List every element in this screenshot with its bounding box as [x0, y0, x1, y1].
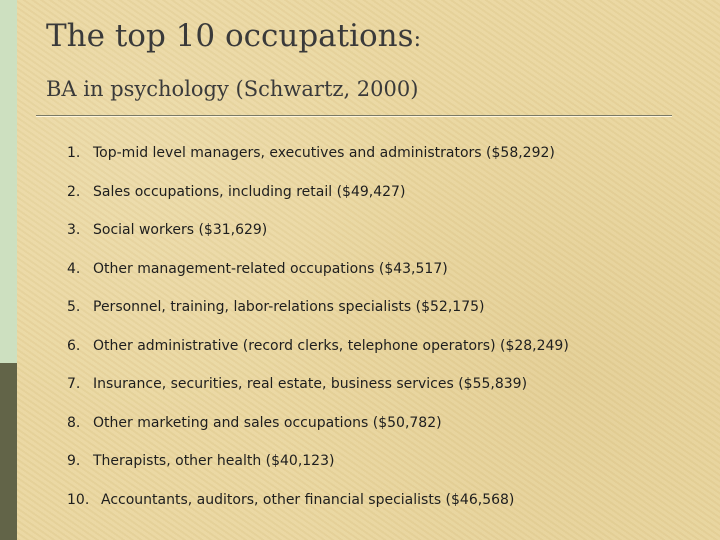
list-item-text: Sales occupations, including retail ($49,427) — [93, 183, 406, 200]
list-item-number: 9. — [67, 453, 81, 469]
list-item-number: 5. — [67, 299, 81, 315]
list-item-number: 6. — [67, 337, 81, 354]
list-item-number: 7. — [67, 376, 81, 392]
list-item-number: 3. — [67, 222, 81, 238]
slide-subtitle: BA in psychology (Schwartz, 2000) — [46, 77, 419, 101]
list-item-text: Accountants, auditors, other financial specialists ($46,568) — [101, 491, 515, 508]
list-item — [67, 490, 569, 529]
sidebar-accent-light — [0, 0, 17, 363]
list-item — [67, 143, 569, 182]
slide-title — [46, 18, 421, 54]
list-item-number: 8. — [67, 414, 81, 431]
list-item-number: 1. — [67, 145, 81, 161]
list-item-text: Other management-related occupations ($43,517) — [93, 260, 448, 277]
list-item — [67, 336, 569, 375]
slide-title-colon: : — [413, 27, 421, 52]
list-item — [67, 259, 569, 298]
list-item-text: Other administrative (record clerks, telephone operators) ($28,249) — [93, 337, 569, 354]
list-item-text: Other marketing and sales occupations ($50,782) — [93, 414, 442, 431]
list-item-text: Therapists, other health ($40,123) — [93, 453, 335, 469]
list-item-text: Top-mid level managers, executives and administrators ($58,292) — [93, 145, 555, 161]
list-item-text: Personnel, training, labor-relations specialists ($52,175) — [93, 299, 485, 315]
list-item — [67, 297, 569, 336]
list-item — [67, 413, 569, 452]
occupation-list — [67, 143, 569, 528]
list-item — [67, 374, 569, 413]
slide-title-text: The top 10 occupations — [46, 18, 414, 54]
list-item-number: 10. — [67, 491, 90, 508]
list-item-number: 2. — [67, 183, 81, 200]
list-item-text: Insurance, securities, real estate, business services ($55,839) — [93, 376, 528, 392]
list-item — [67, 451, 569, 490]
list-item — [67, 182, 569, 221]
list-item-text: Social workers ($31,629) — [93, 222, 268, 238]
list-item — [67, 220, 569, 259]
sidebar-accent — [0, 0, 17, 540]
list-item-number: 4. — [67, 260, 81, 277]
sidebar-accent-dark — [0, 363, 17, 540]
title-divider — [36, 115, 672, 117]
